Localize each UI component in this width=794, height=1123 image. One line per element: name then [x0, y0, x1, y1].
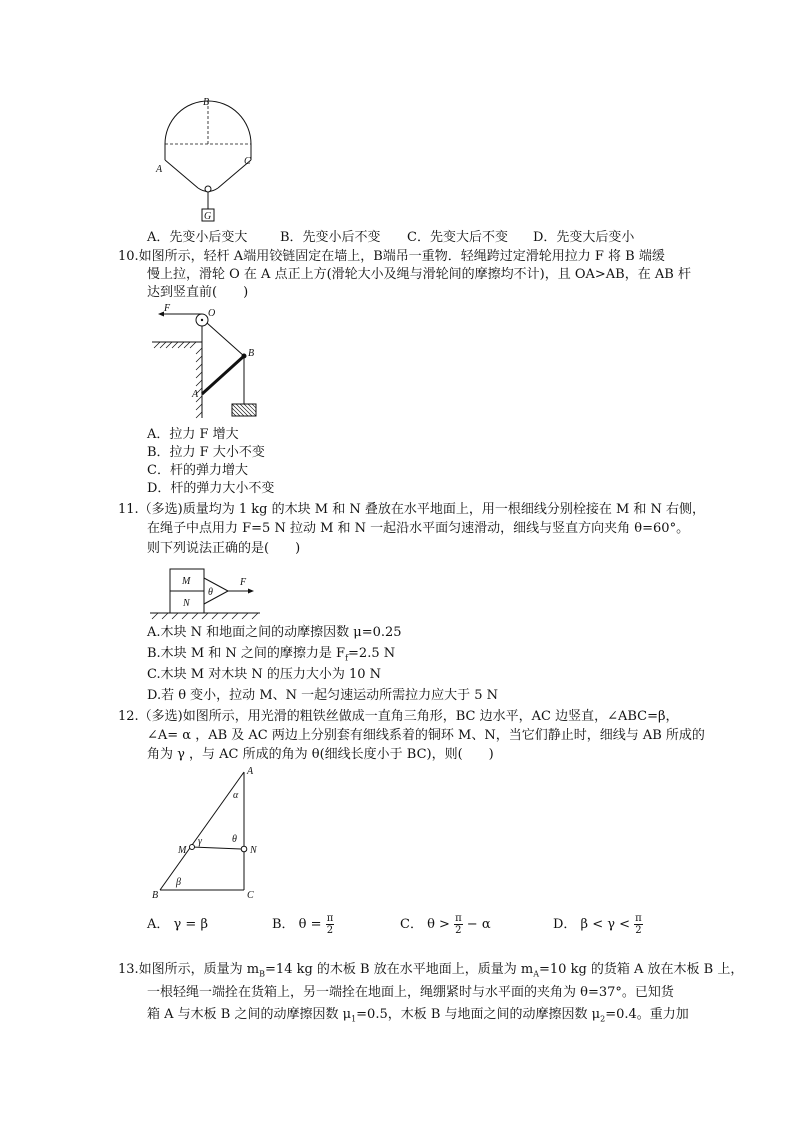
q11-stem-line2: 在绳子中点用力 F=5 N 拉动 M 和 N 一起沿水平面匀速滑动，细线与竖直方向夹角 θ=60°。 [147, 521, 690, 536]
q9-option-d: D．先变大后变小 [533, 230, 635, 245]
q10-stem-line1: 10.如图所示，轻杆 A端用铰链固定在墙上，B端吊一重物．轻绳跨过定滑轮用拉力 F 将 B 端缓 [118, 249, 665, 264]
q9-label-c: C [244, 156, 251, 167]
q11-stem-line3: 则下列说法正确的是( ) [147, 541, 301, 556]
q12-option-c-pre: C． θ > [400, 917, 450, 932]
q13-line3: 箱 A 与木板 B 之间的动摩擦因数 $\mu_1=0.5$，木板 B 与地面之间的动摩擦因数 $\mu_2=0.4$。重力加 [147, 1007, 689, 1024]
q10-stem-line3: 达到竖直前( ) [147, 285, 249, 300]
q9-option-a: A．先变小后变大 [147, 230, 248, 245]
q10-rope-to-b [207, 323, 244, 356]
q11-stem-line1: 11.（多选)质量均为 1 kg 的木块 M 和 N 叠放在水平地面上，用一根细线分别栓接在 M 和 N 右侧， [118, 502, 706, 517]
q12-option-b-pre: B． θ = [272, 917, 322, 932]
q12-label-theta: θ [232, 834, 237, 845]
q12-option-a: A． γ = β [147, 917, 208, 932]
q12-stem-line1: 12.（多选)如图所示，用光滑的粗铁丝做成一直角三角形，BC 边水平，AC 边竖直，∠ABC=β， [118, 709, 679, 724]
q9-figure [150, 92, 260, 227]
q9-label-a: A [156, 164, 163, 175]
q11-figure [148, 565, 273, 620]
q11-label-n: N [183, 598, 190, 609]
q10-rod-ab [202, 356, 244, 394]
q12-label-m: M [178, 845, 187, 856]
q12-label-a: A [247, 766, 254, 777]
q12-option-c-post: − α [466, 917, 491, 932]
q9-option-c: C．先变大后不变 [407, 230, 508, 245]
q12-option-d-frac: $\frac{\pi}{2}$ [635, 913, 642, 936]
q11-option-b-text: B.木块 M 和 N 之间的摩擦力是 F [147, 646, 346, 661]
q12-label-alpha: α [233, 790, 239, 801]
q11-option-d: D.若 θ 变小，拉动 M、N 一起匀速运动所需拉力应大于 5 N [147, 688, 499, 703]
q10-option-b: B．拉力 F 大小不变 [147, 445, 265, 460]
q12-thread-mn [192, 847, 241, 849]
q12-stem-line3: 角为 γ ，与 AC 所成的角为 θ(细线长度小于 BC)，则( ) [147, 747, 494, 762]
q12-side-ab [160, 772, 244, 890]
q10-option-a: A．拉力 F 增大 [147, 427, 239, 442]
q10-label-o: O [208, 308, 216, 319]
q11-option-c: C.木块 M 对木块 N 的压力大小为 10 N [147, 667, 382, 682]
q13-line1: 13.如图所示，质量为 $m_B=14$ kg 的木板 B 放在水平地面上，质量为 $m_A=10$ kg 的货箱 A 放在木板 B 上， [118, 962, 744, 979]
q12-option-b [272, 904, 334, 946]
q12-label-b: B [152, 890, 159, 901]
q12-label-beta: β [176, 877, 181, 888]
q11-option-b-tail: =2.5 N [348, 646, 396, 661]
q12-option-c-frac: $\frac{\pi}{2}$ [455, 913, 462, 936]
q10-label-f: F [164, 303, 171, 314]
q12-ring-m [190, 845, 195, 850]
q10-label-b: B [248, 348, 255, 359]
q10-option-d: D．杆的弹力大小不变 [147, 481, 275, 496]
q12-option-d [553, 904, 643, 946]
q11-label-m: M [182, 576, 191, 587]
q9-label-g: G [204, 211, 212, 222]
q11-option-b-sub: f [345, 653, 349, 663]
q10-option-c: C．杆的弹力增大 [147, 463, 248, 478]
q11-option-a: A.木块 N 和地面之间的动摩擦因数 μ=0.25 [147, 625, 402, 640]
q9-label-b: B [203, 97, 210, 108]
q10-stem-line2: 慢上拉，滑轮 O 在 A 点正上方(滑轮大小及绳与滑轮间的摩擦均不计)，且 OA>AB，在 AB 杆 [147, 267, 691, 282]
q12-option-b-frac: $\frac{\pi}{2}$ [326, 913, 334, 936]
q10-weight [232, 404, 256, 416]
q12-option-c [400, 904, 491, 946]
q9-pulley [205, 186, 211, 192]
q12-label-gamma: γ [198, 836, 202, 847]
q11-label-theta: θ [208, 587, 213, 598]
q10-figure [150, 304, 270, 422]
q12-label-n: N [250, 845, 257, 856]
q11-label-f: F [240, 577, 247, 588]
q13-line2: 一根轻绳一端拴在货箱上，另一端拴在地面上，绳绷紧时与水平面的夹角为 θ=37°。已知货 [147, 985, 674, 1000]
q12-label-c: C [247, 890, 254, 901]
q9-option-b: B．先变小后不变 [280, 230, 381, 245]
q9-arc [165, 101, 251, 160]
q12-option-d-pre: D． β < γ < [553, 917, 631, 932]
q12-figure [148, 764, 268, 902]
q11-option-b [147, 645, 395, 668]
q9-left-rope [165, 160, 198, 188]
q10-label-a: A [192, 389, 199, 400]
q12-ring-n [241, 846, 247, 852]
q12-stem-line2: ∠A= α ，AB 及 AC 两边上分别套有细线系着的铜环 M、N，当它们静止时，细线与 AB 所成的 [147, 728, 705, 743]
